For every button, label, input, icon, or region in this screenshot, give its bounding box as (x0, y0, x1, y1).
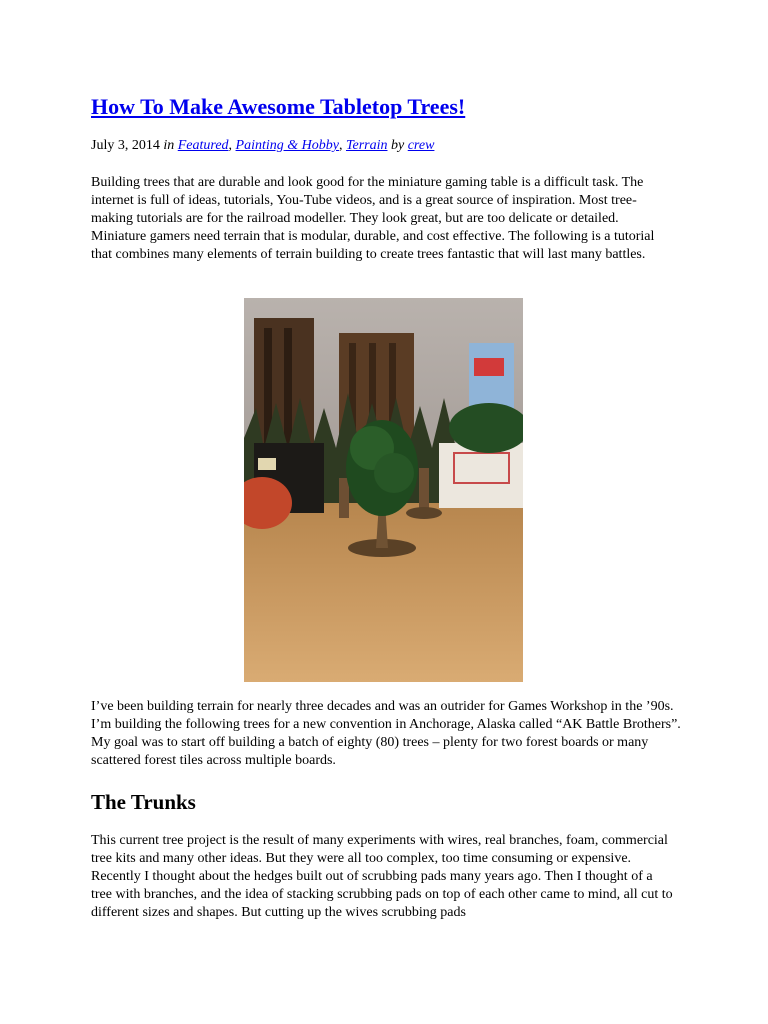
category-link-terrain[interactable]: Terrain (345, 138, 388, 153)
article-title-link[interactable]: How To Make Awesome Tabletop Trees! (91, 94, 466, 119)
intro-paragraph: Building trees that are durable and look good for the miniature gaming table is a difficult task. The internet is full of ideas, tutorials, You-Tube videos, and is a great source of inspiration. Most tree-making tutorials are for the railroad modeller. They look great, but are too delicate or detailed. Miniature gamers need terrain that is modular, durable, and cost effective. The following is a tutorial that combines many elements of terrain building to create trees fantastic that will last many battles. (91, 175, 655, 262)
background-paragraph: I’ve been building terrain for nearly three decades and was an outrider for Games Workshop in the ’90s. I’m building the following trees for a new convention in Anchorage, Alaska called “AK Battle Brothers”. My goal was to start off building a batch of eighty (80) trees – plenty for two forest boards or many scattered forest tiles across multiple boards. (91, 699, 681, 768)
category-link-painting-hobby[interactable]: Painting & Hobby (235, 138, 339, 153)
article-title (91, 94, 465, 120)
author-link[interactable]: crew (407, 138, 435, 153)
tree-photo-image (244, 298, 523, 682)
trunks-paragraph: This current tree project is the result of many experiments with wires, real branches, foam, commercial tree kits and many other ideas. But they were all too complex, too time consuming or expensive. Recently I thought about the hedges built out of scrubbing pads many years ago. Then I thought of a tree with branches, and the idea of stacking scrubbing pads on top of each other came to mind, all cut to different sizes and shapes. But cutting up the wives scrubbing pads (91, 833, 673, 920)
post-date: July 3, 2014 (91, 138, 160, 153)
post-meta: July 3, 2014 in Featured, Painting & Hobby, Terrain by crew (91, 138, 435, 153)
in-word: in (163, 138, 175, 153)
tree-photo (244, 298, 523, 682)
by-word: by (391, 138, 405, 153)
category-link-featured[interactable]: Featured (177, 138, 229, 153)
section-heading-trunks: The Trunks (91, 790, 196, 814)
